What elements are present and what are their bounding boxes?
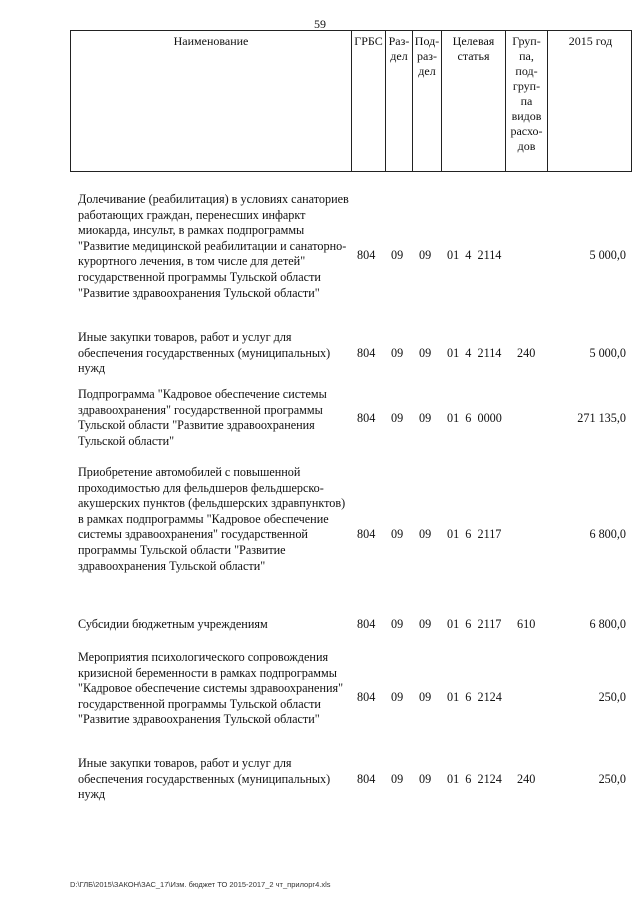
header-podrazdel-label: Под- раз- дел bbox=[414, 34, 440, 78]
row-amount: 5 000,0 bbox=[589, 346, 626, 360]
header-grbs-label: ГРБС bbox=[354, 34, 383, 48]
row-razdel: 09 bbox=[391, 248, 404, 262]
row-razdel: 09 bbox=[391, 346, 404, 360]
header-podrazdel bbox=[412, 31, 441, 171]
row-razdel: 09 bbox=[391, 617, 404, 631]
header-grbs bbox=[351, 31, 385, 171]
header-razdel bbox=[385, 31, 412, 171]
row-name: Подпрограмма "Кадровое обеспечение системы здравоохранения" государственной программы Тульской области "Развитие здравоохранения Тульской области" bbox=[78, 387, 327, 448]
row-gruppa: 240 bbox=[517, 346, 536, 360]
header-gruppa-label: Груп- па, под- груп- па видов расхо- дов bbox=[510, 34, 543, 153]
row-podrazdel: 09 bbox=[419, 617, 432, 631]
row-grbs: 804 bbox=[357, 772, 376, 786]
row-amount: 5 000,0 bbox=[589, 248, 626, 262]
header-year bbox=[547, 31, 633, 171]
row-celevaya: 01 6 2117 bbox=[447, 527, 502, 541]
row-celevaya: 01 6 0000 bbox=[447, 411, 502, 425]
row-name: Долечивание (реабилитация) в условиях санаториев работающих граждан, перенесших инфаркт миокарда, инсульт, в рамках подпрограммы "Развитие медицинской реабилитации и санаторно-курортного лечения, в том числе для детей" государственной программы Тульской области "Развитие здравоохранения Тульской области" bbox=[78, 192, 349, 300]
row-grbs: 804 bbox=[357, 617, 376, 631]
page-number: 59 bbox=[314, 17, 326, 31]
row-name: Субсидии бюджетным учреждениям bbox=[78, 617, 268, 631]
row-grbs: 804 bbox=[357, 527, 376, 541]
row-name: Мероприятия психологического сопровождения кризисной беременности в рамках подпрограммы "Кадровое обеспечение системы здравоохранения" государственной программы Тульской области "Развитие здравоохранения Тульской области" bbox=[78, 650, 344, 727]
row-podrazdel: 09 bbox=[419, 690, 432, 704]
header-gruppa bbox=[505, 31, 547, 171]
row-grbs: 804 bbox=[357, 690, 376, 704]
row-amount: 250,0 bbox=[598, 690, 626, 704]
header-year-label: 2015 год bbox=[568, 34, 613, 48]
row-gruppa: 240 bbox=[517, 772, 536, 786]
row-name: Иные закупки товаров, работ и услуг для обеспечения государственных (муниципальных) нужд bbox=[78, 756, 331, 802]
header-name-label: Наименование bbox=[173, 34, 249, 48]
header-razdel-label: Раз- дел bbox=[388, 34, 410, 63]
row-razdel: 09 bbox=[391, 527, 404, 541]
row-celevaya: 01 6 2124 bbox=[447, 690, 502, 704]
row-celevaya: 01 4 2114 bbox=[447, 346, 502, 360]
row-gruppa: 610 bbox=[517, 617, 536, 631]
file-path-footer: D:\ГЛБ\2015\ЗАКОН\ЗАС_17\Изм. бюджет ТО 2015-2017_2 чт_прилорг4.xls bbox=[70, 880, 331, 889]
row-razdel: 09 bbox=[391, 411, 404, 425]
header-celevaya-label: Целевая статья bbox=[452, 34, 495, 63]
row-name: Приобретение автомобилей с повышенной проходимостью для фельдшеров фельдшерско-акушерских пунктов (фельдшерских здравпунктов) в рамках подпрограммы "Кадровое обеспечение системы здравоохранения" государственной программы Тульской области "Развитие здравоохранения Тульской области" bbox=[78, 465, 346, 573]
row-razdel: 09 bbox=[391, 690, 404, 704]
table-header bbox=[70, 30, 632, 172]
header-celevaya bbox=[441, 31, 505, 171]
header-name bbox=[71, 31, 351, 171]
row-amount: 6 800,0 bbox=[589, 527, 626, 541]
row-grbs: 804 bbox=[357, 346, 376, 360]
row-podrazdel: 09 bbox=[419, 772, 432, 786]
row-razdel: 09 bbox=[391, 772, 404, 786]
row-amount: 250,0 bbox=[598, 772, 626, 786]
row-celevaya: 01 6 2117 bbox=[447, 617, 502, 631]
row-amount: 271 135,0 bbox=[577, 411, 626, 425]
row-celevaya: 01 4 2114 bbox=[447, 248, 502, 262]
row-grbs: 804 bbox=[357, 248, 376, 262]
row-grbs: 804 bbox=[357, 411, 376, 425]
row-amount: 6 800,0 bbox=[589, 617, 626, 631]
row-name: Иные закупки товаров, работ и услуг для обеспечения государственных (муниципальных) нужд bbox=[78, 330, 331, 376]
row-podrazdel: 09 bbox=[419, 527, 432, 541]
row-podrazdel: 09 bbox=[419, 411, 432, 425]
row-podrazdel: 09 bbox=[419, 248, 432, 262]
row-podrazdel: 09 bbox=[419, 346, 432, 360]
row-celevaya: 01 6 2124 bbox=[447, 772, 502, 786]
